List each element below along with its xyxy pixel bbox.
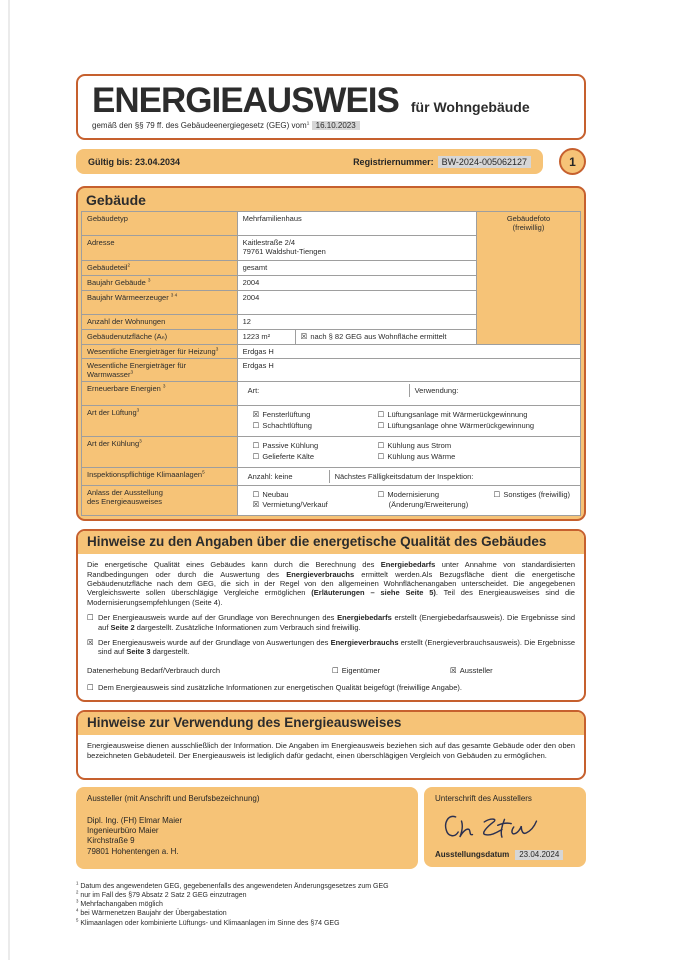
row-gebaeudeteil-label: Gebäudeteil$^2$ — [82, 261, 238, 276]
checkbox-unchecked-icon: ☐ — [252, 420, 260, 430]
table-row — [82, 467, 581, 485]
erneuerbar-art: Art: — [247, 386, 260, 395]
row-anlass-options: ☐ Neubau ☒ Vermietung/Verkauf ☐ Modernisierung (Änderung/Erweiterung) ☐ Sonstiges (freiwillig) — [237, 485, 580, 516]
table-row — [82, 406, 581, 437]
bedarf-checkbox-paragraph: ☐ Der Energieausweis wurde auf der Grundlage von Berechnungen des Energiebedarfs erstellt (Energiebedarfsausweis). Die Ergebnisse sind auf Seite 2 dargestellt. Zusätzliche Informationen zum Verbrauch sind freiwillig. — [87, 613, 575, 632]
issuer-company: Ingenieurbüro Maier — [87, 825, 159, 835]
erneuerbar-verwendung: Verwendung: — [409, 384, 575, 397]
checkbox-unchecked-icon: ☐ — [493, 489, 501, 499]
page-number-badge: 1 — [559, 148, 586, 175]
table-row — [82, 485, 581, 516]
valid-until: Gültig bis: 23.04.2034 — [88, 156, 181, 167]
footnotes — [76, 882, 586, 927]
checkbox-checked-icon: ☒ — [252, 410, 260, 419]
certificate-title: ENERGIEAUSWEIS — [92, 81, 399, 120]
row-adresse-label: Adresse — [82, 236, 238, 261]
registration-number: BW-2024-005062127 — [438, 156, 531, 168]
footnote-marker: 1 — [306, 121, 310, 127]
row-lueftung-options: ☒ Fensterlüftung ☐ Schachtlüftung ☐ Lüftungsanlage mit Wärmerückgewinnung ☐ Lüftungsanlage ohne Wärmerückgewinnung — [237, 406, 580, 437]
row-gebaeudeteil-value: gesamt — [237, 261, 476, 276]
row-lueftung-label: Art der Lüftung$^3$ — [82, 406, 238, 437]
building-section — [76, 186, 586, 521]
checkbox-unchecked-icon: ☐ — [252, 451, 260, 461]
table-row — [82, 345, 581, 359]
issue-date-label: Ausstellungsdatum — [435, 849, 510, 859]
row-anlass-label: Anlass der Ausstellung des Energieausweises — [82, 485, 238, 516]
verbrauch-checkbox-paragraph: ☒ Der Energieausweis wurde auf der Grundlage von Auswertungen des Energieverbrauchs erstellt (Energieverbrauchsausweis). Die Ergebnisse sind auf Seite 3 dargestellt. — [87, 637, 575, 657]
footnote-1: $^1$ Datum des angewendeten GEG, gegebenenfalls des angewendeten Änderungsgesetzes zum GEG — [76, 880, 389, 891]
row-baujahr-waermeerzeuger-value: 2004 — [237, 291, 476, 315]
klima-faelligkeit: Nächstes Fälligkeitsdatum der Inspektion: — [329, 470, 575, 483]
issuer-name: Dipl. Ing. (FH) Elmar Maier — [87, 815, 183, 825]
signature — [439, 811, 543, 843]
building-section-title: Gebäude — [86, 192, 146, 208]
datenerhebung-label: Datenerhebung Bedarf/Verbrauch durch — [87, 665, 221, 675]
certificate-page — [76, 74, 586, 928]
law-reference: gemäß den §§ 79 ff. des Gebäudeenergiegesetz (GEG) vom$^1$ 16.10.2023 — [92, 121, 570, 130]
klima-anzahl: Anzahl: keine — [247, 471, 293, 481]
row-warmwasser-label: Wesentliche Energieträger für Warmwasser$^3$ — [82, 359, 238, 382]
datenerhebung-row: Datenerhebung Bedarf/Verbrauch durch ☐ Eigentümer ☒ Aussteller — [87, 665, 493, 675]
checkbox-unchecked-icon: ☐ — [377, 410, 385, 419]
checkbox-checked-icon: ☒ — [300, 332, 308, 341]
quality-notes-section — [76, 529, 586, 702]
checkbox-checked-icon: ☒ — [252, 500, 260, 510]
signature-label: Unterschrift des Ausstellers — [435, 794, 532, 804]
zusatzinfo-checkbox-paragraph: ☐ Dem Energieausweis sind zusätzliche Informationen zur energetischen Qualität beigefügt (freiwillige Angabe). — [87, 683, 462, 692]
row-baujahr-waermeerzeuger-label: Baujahr Wärmeerzeuger $^{3 4}$ — [82, 291, 238, 315]
building-table — [81, 211, 581, 516]
issuer-label: Aussteller (mit Anschrift und Berufsbezeichnung) — [87, 794, 260, 804]
checkbox-unchecked-icon: ☐ — [87, 613, 94, 623]
row-erneuerbar-value — [237, 382, 580, 406]
checkbox-unchecked-icon: ☐ — [377, 440, 385, 450]
signature-box — [424, 787, 586, 867]
scan-edge-artifact — [8, 0, 10, 960]
table-row — [82, 436, 581, 467]
checkbox-unchecked-icon: ☐ — [332, 665, 339, 675]
row-nutzflaeche-value: 1223 m² — [237, 330, 295, 345]
checkbox-unchecked-icon: ☐ — [87, 683, 94, 692]
usage-notes-text: Energieausweise dienen ausschließlich der Information. Die Angaben im Energieausweis beziehen sich auf das gesamte Gebäude oder den oben bezeichneten Gebäudeteil. Der Energieausweis ist lediglich dafür gedacht, einen überschlägigen Vergleich von Gebäuden zu ermöglichen. — [87, 741, 575, 760]
issuer-street: Kirchstraße 9 — [87, 836, 135, 846]
validity-bar — [76, 148, 586, 175]
row-nutzflaeche-label: Gebäudenutzfläche (Aₙ) — [82, 330, 238, 345]
row-wohnungen-label: Anzahl der Wohnungen — [82, 315, 238, 330]
footnote-3: $^3$ Mehrfachangaben möglich — [76, 898, 163, 909]
checkbox-unchecked-icon: ☐ — [377, 451, 385, 461]
table-row — [82, 359, 581, 382]
table-row — [82, 382, 581, 406]
row-kuehlung-label: Art der Kühlung$^3$ — [82, 436, 238, 467]
row-erneuerbar-label: Erneuerbare Energien $^3$ — [82, 382, 238, 406]
certificate-subtitle: für Wohngebäude — [410, 99, 530, 115]
registration-label: Registriernummer: — [353, 156, 434, 167]
checkbox-checked-icon: ☒ — [450, 665, 457, 675]
checkbox-unchecked-icon: ☐ — [252, 440, 260, 450]
row-klima-value — [237, 467, 580, 485]
table-row — [82, 212, 581, 236]
quality-intro-paragraph: Die energetische Qualität eines Gebäudes kann durch die Berechnung des Energiebedarfs unter Annahme von standardisierten Randbedingungen oder durch die Auswertung des Energieverbrauchs ermittelt werden.Als Bezugsfläche dient die energetische Gebäudenutzfläche nach dem GEG, die sich in der Regel von den allgemeinen Wohnflächenangaben unterscheidet. Die angegebenen Vergleichswerte sollen überschlägige Vergleiche ermöglichen (Erläuterungen – siehe Seite 5). Teil des Energieausweises sind die Modernisierungsempfehlungen (Seite 4). — [87, 560, 576, 607]
row-wohnungen-value: 12 — [237, 315, 476, 330]
checkbox-unchecked-icon: ☐ — [377, 420, 385, 430]
row-gebaeudetyp-label: Gebäudetyp — [82, 212, 238, 236]
checkbox-unchecked-icon: ☐ — [252, 489, 260, 499]
geg-date: 16.10.2023 — [312, 121, 360, 130]
checkbox-checked-icon: ☒ — [87, 637, 94, 647]
header — [76, 74, 586, 140]
building-photo-placeholder: Gebäudefoto (freiwillig) — [477, 212, 581, 345]
footnote-2: $^2$ nur im Fall des §79 Absatz 2 Satz 2 GEG einzutragen — [76, 889, 247, 900]
row-heizung-value: Erdgas H — [237, 345, 580, 359]
row-heizung-label: Wesentliche Energieträger für Heizung$^3$ — [82, 345, 238, 359]
issuer-box — [76, 787, 418, 869]
checkbox-unchecked-icon: ☐ — [377, 489, 385, 499]
quality-notes-title: Hinweise zu den Angaben über die energetische Qualität des Gebäudes — [78, 531, 584, 554]
row-baujahr-gebaeude-value: 2004 — [237, 276, 476, 291]
issue-date: 23.04.2024 — [515, 850, 563, 860]
row-baujahr-gebaeude-label: Baujahr Gebäude $^3$ — [82, 276, 238, 291]
footnote-4: $^4$ bei Wärmenetzen Baujahr der Übergabestation — [76, 908, 227, 918]
row-klima-label: Inspektionspflichtige Klimaanlagen$^5$ — [82, 467, 238, 485]
footnote-5: $^5$ Klimaanlagen oder kombinierte Lüftungs- und Klimaanlagen im Sinne des §74 GEG — [76, 917, 340, 927]
row-nutzflaeche-checkbox-cell: ☒ nach § 82 GEG aus Wohnfläche ermittelt — [295, 330, 476, 345]
usage-notes-section — [76, 710, 586, 780]
usage-notes-title: Hinweise zur Verwendung des Energieausweises — [78, 712, 584, 735]
row-kuehlung-options: ☐ Passive Kühlung ☐ Gelieferte Kälte ☐ Kühlung aus Strom ☐ Kühlung aus Wärme — [237, 436, 580, 467]
row-warmwasser-value: Erdgas H — [237, 359, 580, 382]
row-gebaeudetyp-value: Mehrfamilienhaus — [237, 212, 476, 236]
row-adresse-value: Kaitlestraße 2/4 79761 Waldshut-Tiengen — [237, 236, 476, 261]
issuer-city: 79801 Hohentengen a. H. — [87, 846, 179, 856]
